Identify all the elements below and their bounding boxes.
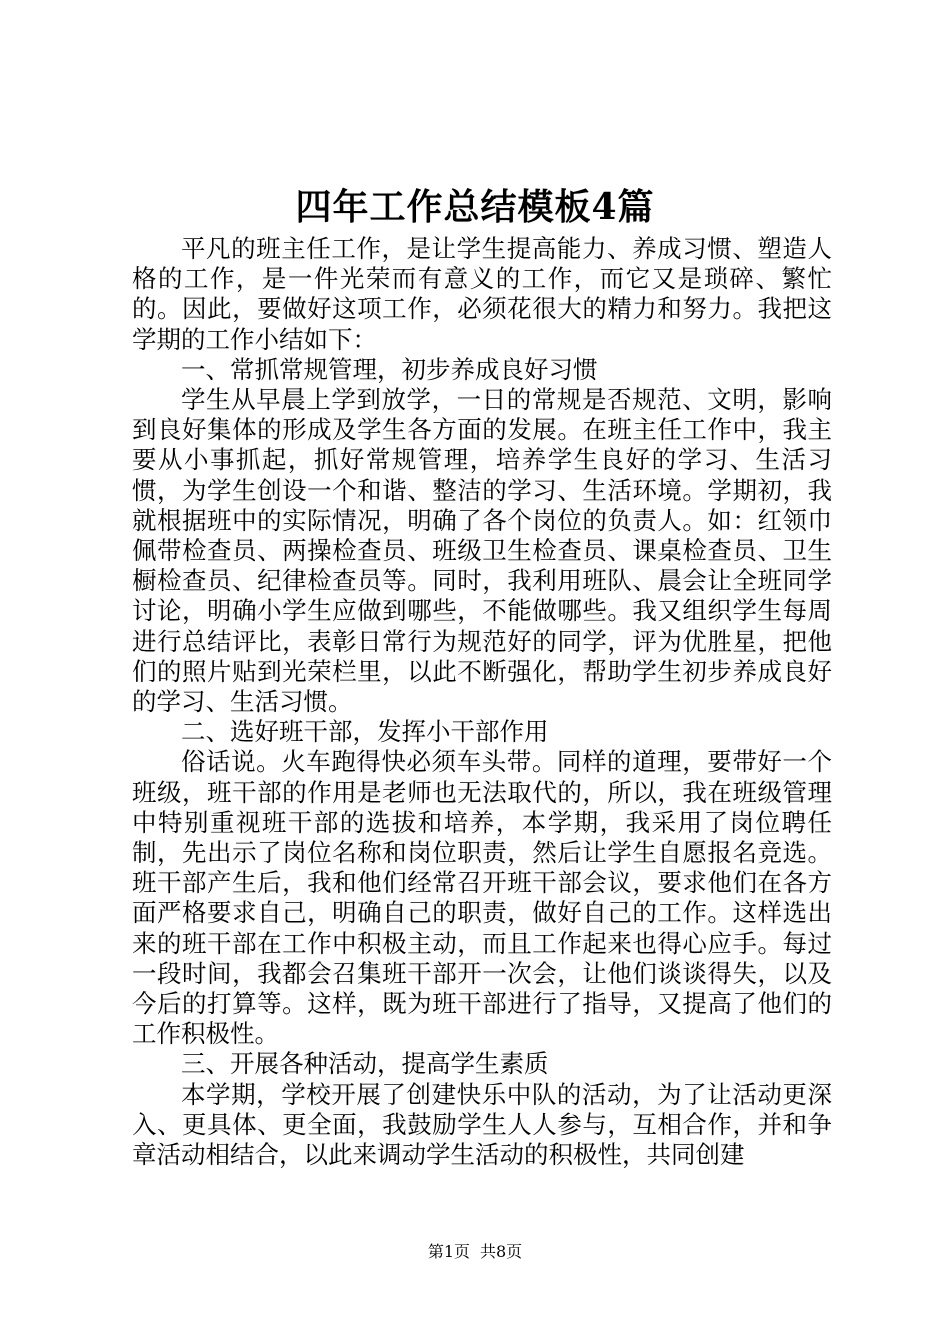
intro-paragraph: 平凡的班主任工作，是让学生提高能力、养成习惯、塑造人格的工作，是一件光荣而有意义的工作，而它又是琐碎、繁忙的。因此，要做好这项工作，必须花很大的精力和努力。我把这学期的工作小结如下： — [132, 234, 832, 354]
page-total: 共8页 — [480, 1242, 523, 1261]
document-title: 四年工作总结模板4篇 — [295, 186, 655, 228]
page-number: 第1页 — [427, 1242, 470, 1261]
section-heading-3: 三、开展各种活动，提高学生素质 — [181, 1049, 549, 1079]
section-paragraph-2: 俗话说。火车跑得快必须车头带。同样的道理，要带好一个班级，班干部的作用是老师也无法取代的，所以，我在班级管理中特别重视班干部的选拔和培养，本学期，我采用了岗位聘任制，先出示了岗位名称和岗位职责，然后让学生自愿报名竞选。班干部产生后，我和他们经常召开班干部会议，要求他们在各方面严格要求自己，明确自己的职责，做好自己的工作。这样选出来的班干部在工作中积极主动，而且工作起来也得心应手。每过一段时间，我都会召集班干部开一次会，让他们谈谈得失，以及今后的打算等。这样，既为班干部进行了指导，又提高了他们的工作积极性。 — [132, 747, 832, 1049]
section-paragraph-1: 学生从早晨上学到放学，一日的常规是否规范、文明，影响到良好集体的形成及学生各方面的发展。在班主任工作中，我主要从小事抓起，抓好常规管理，培养学生良好的学习、生活习惯，为学生创设一个和谐、整洁的学习、生活环境。学期初，我就根据班中的实际情况，明确了各个岗位的负责人。如：红领巾佩带检查员、两操检查员、班级卫生检查员、课桌检查员、卫生橱检查员、纪律检查员等。同时，我利用班队、晨会让全班同学讨论，明确小学生应做到哪些，不能做哪些。我又组织学生每周进行总结评比，表彰日常行为规范好的同学，评为优胜星，把他们的照片贴到光荣栏里，以此不断强化，帮助学生初步养成良好的学习、生活习惯。 — [132, 385, 832, 717]
document-body — [132, 234, 832, 1170]
section-heading-2: 二、选好班干部，发挥小干部作用 — [181, 717, 549, 747]
section-paragraph-3: 本学期，学校开展了创建快乐中队的活动，为了让活动更深入、更具体、更全面，我鼓励学生人人参与，互相合作，并和争章活动相结合，以此来调动学生活动的积极性，共同创建 — [132, 1079, 832, 1170]
section-heading-1: 一、常抓常规管理，初步养成良好习惯 — [181, 354, 598, 384]
page-footer — [0, 1241, 950, 1263]
